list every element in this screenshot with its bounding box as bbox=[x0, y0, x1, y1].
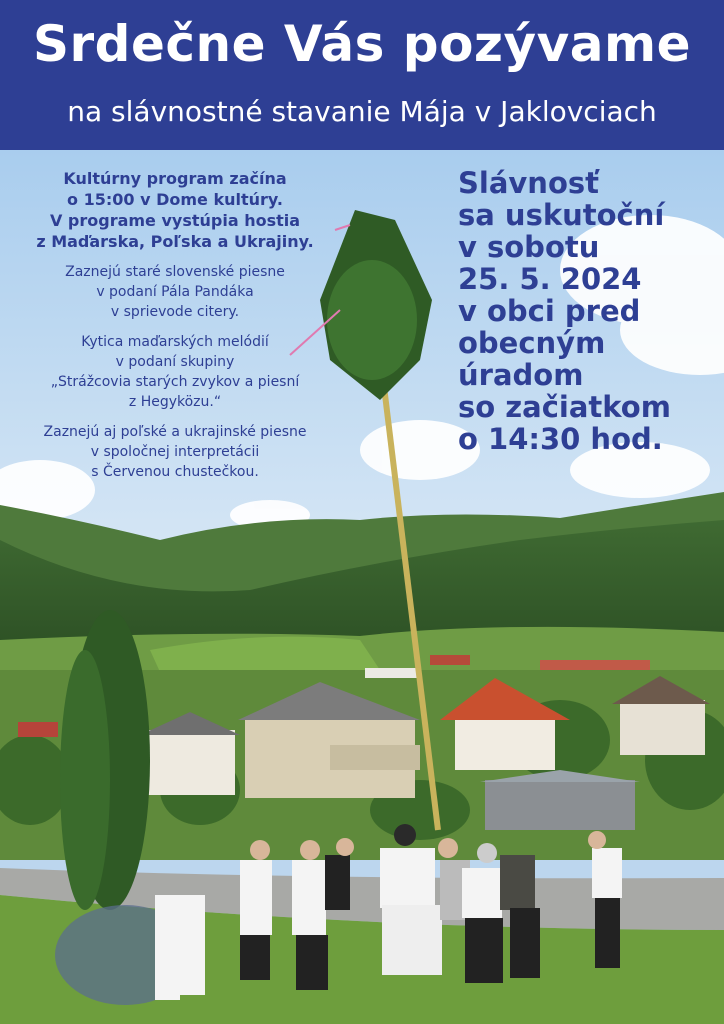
program-lead: Kultúrny program začína o 15:00 v Dome kultúry. V programe vystúpia hostia z Maďarska, Poľska a Ukrajiny. bbox=[36, 169, 314, 251]
program-item: Zaznejú staré slovenské piesne v podaní Pála Pandáka v sprievode citery. bbox=[65, 264, 285, 320]
program-description bbox=[10, 168, 340, 492]
header-banner bbox=[0, 0, 724, 150]
program-item: Kytica maďarských melódií v podaní skupiny „Strážcovia starých zvykov a piesní z Hegyközu.“ bbox=[50, 334, 300, 410]
program-item: Zaznejú aj poľské a ukrajinské piesne v spoločnej interpretácii s Červenou chustečkou. bbox=[43, 424, 307, 480]
invitation-subtitle: na slávnostné stavanie Mája v Jaklovciach bbox=[67, 95, 657, 128]
invitation-title: Srdečne Vás pozývame bbox=[33, 15, 691, 73]
event-details: Slávnosť sa uskutoční v sobotu 25. 5. 2024 v obci pred obecným úradom so začiatkom o 14:30 hod. bbox=[458, 166, 671, 456]
